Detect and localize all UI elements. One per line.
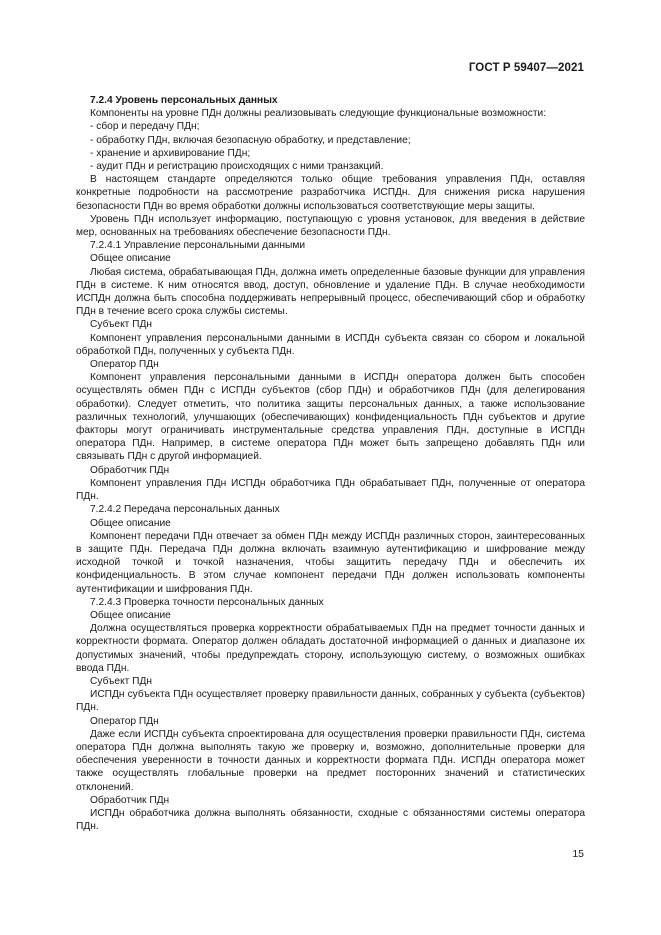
list-item: - хранение и архивирование ПДн;	[90, 147, 251, 159]
paragraph: Должна осуществляться проверка корректности обрабатываемых ПДн на предмет точности данных и корректности формата. Оператор должен обладать достаточной информацией о данных и диапазоне их допустимых значений, чтобы предупреждать сторону, использующую систему, о возможных ошибках ввода ПДн.	[76, 623, 585, 674]
paragraph: ИСПДн обработчика должна выполнять обязанности, сходные с обязанностями системы оператора ПДн.	[76, 807, 585, 833]
list-item: - аудит ПДн и регистрацию происходящих с ними транзакций.	[90, 161, 384, 173]
body-text	[76, 94, 585, 833]
paragraph: Компонент управления персональными данными в ИСПДн субъекта связан со сбором и локальной обработкой ПДн, полученных у субъекта ПДн.	[76, 332, 585, 357]
paragraph: 7.2.4.3 Проверка точности персональных данных	[90, 596, 324, 608]
paragraph: Обработчик ПДн	[90, 794, 170, 806]
paragraph: Компонент управления ПДн ИСПДн обработчика ПДн обрабатывает ПДн, полученные от оператора ПДн.	[76, 477, 585, 503]
paragraph: Уровень ПДн использует информацию, поступающую с уровня установок, для введения в действие мер, основанных на требованиях обеспечение безопасности ПДн.	[76, 213, 585, 239]
paragraph: 7.2.4.2 Передача персональных данных	[90, 504, 280, 516]
paragraph: Оператор ПДн	[90, 359, 159, 371]
document-id: ГОСТ Р 59407—2021	[468, 62, 584, 74]
paragraph: Общее описание	[90, 609, 171, 621]
page-number: 15	[572, 848, 584, 860]
list-item: - обработку ПДн, включая безопасную обработку, и представление;	[90, 134, 411, 146]
paragraph: 7.2.4.1 Управление персональными данными	[90, 240, 306, 252]
paragraph: Общее описание	[90, 517, 171, 529]
paragraph: ИСПДн субъекта ПДн осуществляет проверку правильности данных, собранных у субъекта (субъектов) ПДн.	[76, 689, 585, 714]
paragraph: Общее описание	[90, 253, 171, 265]
paragraph: Компоненты на уровне ПДн должны реализовывать следующие функциональные возможности:	[90, 108, 547, 120]
paragraph: Компонент передачи ПДн отвечает за обмен ПДн между ИСПДн различных сторон, заинтересованных в защите ПДн. Передача ПДн должна включать взаимную аутентификацию и шифрование между исходной точкой и точкой назначения, чтобы защитить передачу ПДн и обеспечить их конфиденциальность. В этом случае компонент передачи ПДн должен использовать компоненты аутентификации и шифрования ПДн.	[76, 530, 585, 595]
paragraph: Даже если ИСПДн субъекта спроектирована для осуществления проверки правильности ПДн, система оператора ПДн должна выполнять такую же проверку и, возможно, дополнительные проверки для обеспечения уверенности в точности данных и корректности формата ПДн. ИСПДн оператора может также осуществлять глобальные проверки на предмет посторонних значений и статистических отклонений.	[76, 728, 585, 793]
paragraph: В настоящем стандарте определяются только общие требования управления ПДн, оставляя конкретные подробности на рассмотрение разработчика ИСПДн. Для снижения риска нарушения безопасности ПДн во время обработки должны использоваться соответствующие меры защиты.	[76, 174, 585, 212]
paragraph: Субъект ПДн	[90, 675, 153, 687]
paragraph: Обработчик ПДн	[90, 464, 170, 476]
paragraph: Любая система, обрабатывающая ПДн, должна иметь определенные базовые функции для управления ПДн в системе. К ним относятся ввод, доступ, обновление и удаление ПДн. В случае необходимости ИСПДн должна быть способна поддерживать непрерывный процесс, обеспечивающий сбор и обработку ПДн в течение всего срока службы системы.	[76, 266, 585, 318]
paragraph: Субъект ПДн	[90, 319, 153, 331]
list-item: - сбор и передачу ПДн;	[90, 121, 200, 133]
section-heading: 7.2.4 Уровень персональных данных	[90, 95, 278, 106]
paragraph: Оператор ПДн	[90, 715, 159, 727]
paragraph: Компонент управления персональными данными в ИСПДн оператора должен быть способен осуществлять обмен ПДн с ИСПДн субъектов (сбор ПДн) и обработчиков ПДн (для делегирования обработки). Следует отметить, что политика защиты персональных данных, а также использование различных технологий, улучшающих (обеспечивающих) конфиденциальность ПДн субъектов и другие факторы могут ограничивать инструментальные средства управления ПДн, доступные в ИСПДн оператора ПДн. Например, в системе оператора ПДн может быть запрещено добавлять ПДн или связывать ПДн с другой информацией.	[76, 372, 585, 463]
